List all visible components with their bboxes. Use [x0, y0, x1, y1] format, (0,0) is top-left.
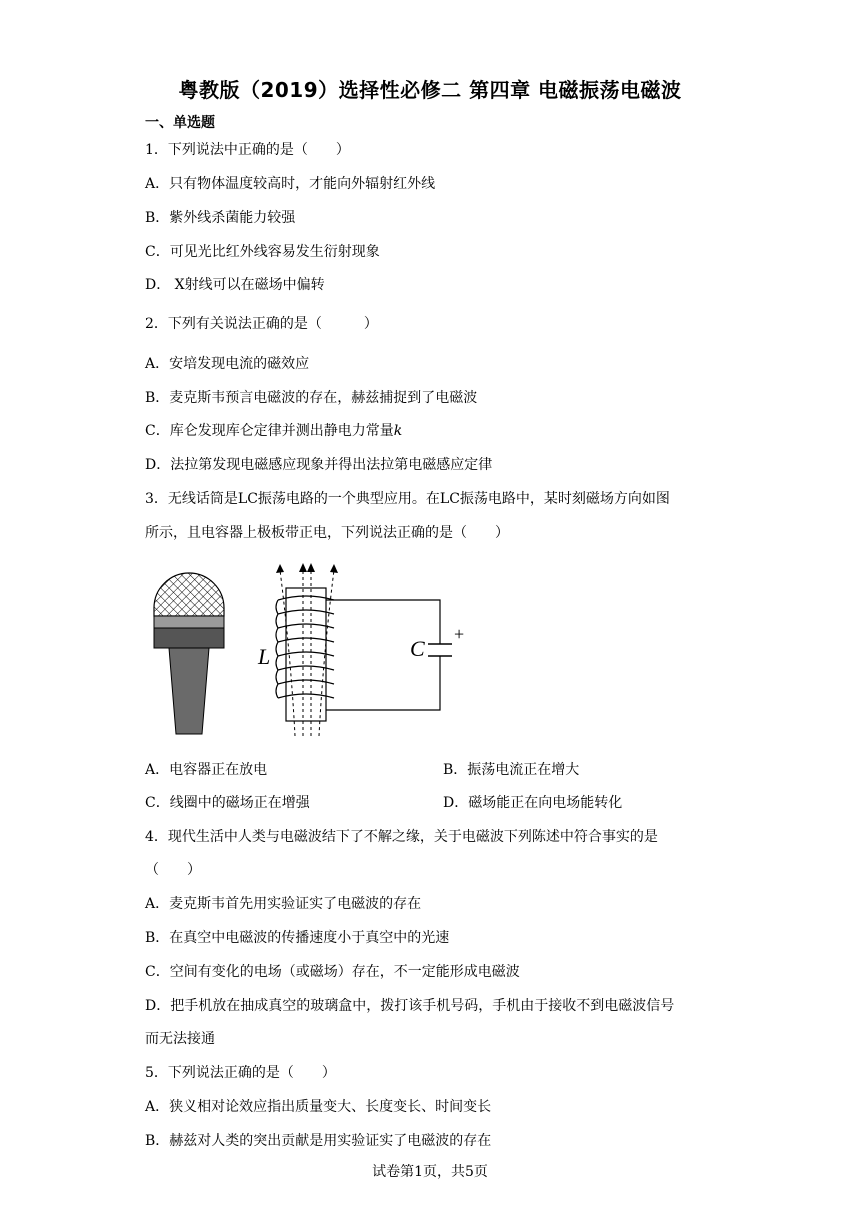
question-2-option-a: A．安培发现电流的磁效应 — [145, 356, 310, 372]
inductor-label: L — [258, 644, 271, 669]
question-5-option-a: A．狭义相对论效应指出质量变大、长度变长、时间变长 — [145, 1099, 492, 1115]
question-3-option-c: C．线圈中的磁场正在增强 — [145, 795, 310, 811]
question-1-stem: 1．下列说法中正确的是（ ） — [145, 142, 350, 158]
page-title: 粤教版（2019）选择性必修二 第四章 电磁振荡电磁波 — [178, 78, 682, 102]
question-4-option-b: B．在真空中电磁波的传播速度小于真空中的光速 — [145, 930, 450, 946]
question-3-option-d: D．磁场能正在向电场能转化 — [443, 795, 623, 811]
field-arrow-icon — [276, 563, 338, 573]
question-4-option-c: C．空间有变化的电场（或磁场）存在，不一定能形成电磁波 — [145, 964, 520, 980]
question-5-option-b: B．赫兹对人类的突出贡献是用实验证实了电磁波的存在 — [145, 1133, 492, 1149]
microphone-icon — [154, 573, 224, 734]
constant-k-symbol: k — [393, 423, 403, 439]
page-footer: 试卷第1页，共5页 — [372, 1164, 488, 1180]
question-2-option-b: B．麦克斯韦预言电磁波的存在，赫兹捕捉到了电磁波 — [145, 390, 478, 406]
question-4-stem-line2: （ ） — [145, 862, 201, 878]
positive-plate-sign: + — [454, 624, 465, 644]
question-4-option-a: A．麦克斯韦首先用实验证实了电磁波的存在 — [145, 896, 422, 912]
question-3-stem-line1: 3．无线话筒是LC振荡电路的一个典型应用。在LC振荡电路中，某时刻磁场方向如图 — [145, 491, 670, 507]
lc-circuit-figure — [148, 558, 465, 743]
capacitor-label: C — [410, 636, 425, 661]
question-4-option-d-continued: 而无法接通 — [145, 1031, 215, 1047]
question-5-stem: 5．下列说法正确的是（ ） — [145, 1065, 336, 1081]
question-3-option-b: B．振荡电流正在增大 — [443, 762, 580, 778]
question-2-stem: 2．下列有关说法正确的是（ ） — [145, 316, 378, 332]
question-1-option-a: A．只有物体温度较高时，才能向外辐射红外线 — [145, 176, 436, 192]
question-2-option-d: D．法拉第发现电磁感应现象并得出法拉第电磁感应定律 — [145, 457, 493, 473]
question-4-option-d: D．把手机放在抽成真空的玻璃盒中，拨打该手机号码，手机由于接收不到电磁波信号 — [145, 998, 675, 1014]
question-3-option-a: A．电容器正在放电 — [145, 762, 268, 778]
question-1-option-c: C．可见光比红外线容易发生衍射现象 — [145, 244, 380, 260]
question-3-stem-line2: 所示，且电容器上极板带正电，下列说法正确的是（ ） — [145, 525, 509, 541]
capacitor-plates — [428, 644, 452, 656]
section-heading: 一、单选题 — [145, 115, 215, 131]
question-2-option-c — [145, 421, 402, 441]
question-1-option-d: D． X射线可以在磁场中偏转 — [145, 277, 325, 293]
question-4-stem-line1: 4．现代生活中人类与电磁波结下了不解之缘，关于电磁波下列陈述中符合事实的是 — [145, 829, 658, 845]
question-2-option-c-text: C．库仑发现库仑定律并测出静电力常量 — [145, 423, 394, 439]
inductor-coil — [276, 596, 334, 698]
inductor-core — [286, 588, 326, 721]
question-1-option-b: B．紫外线杀菌能力较强 — [145, 210, 296, 226]
